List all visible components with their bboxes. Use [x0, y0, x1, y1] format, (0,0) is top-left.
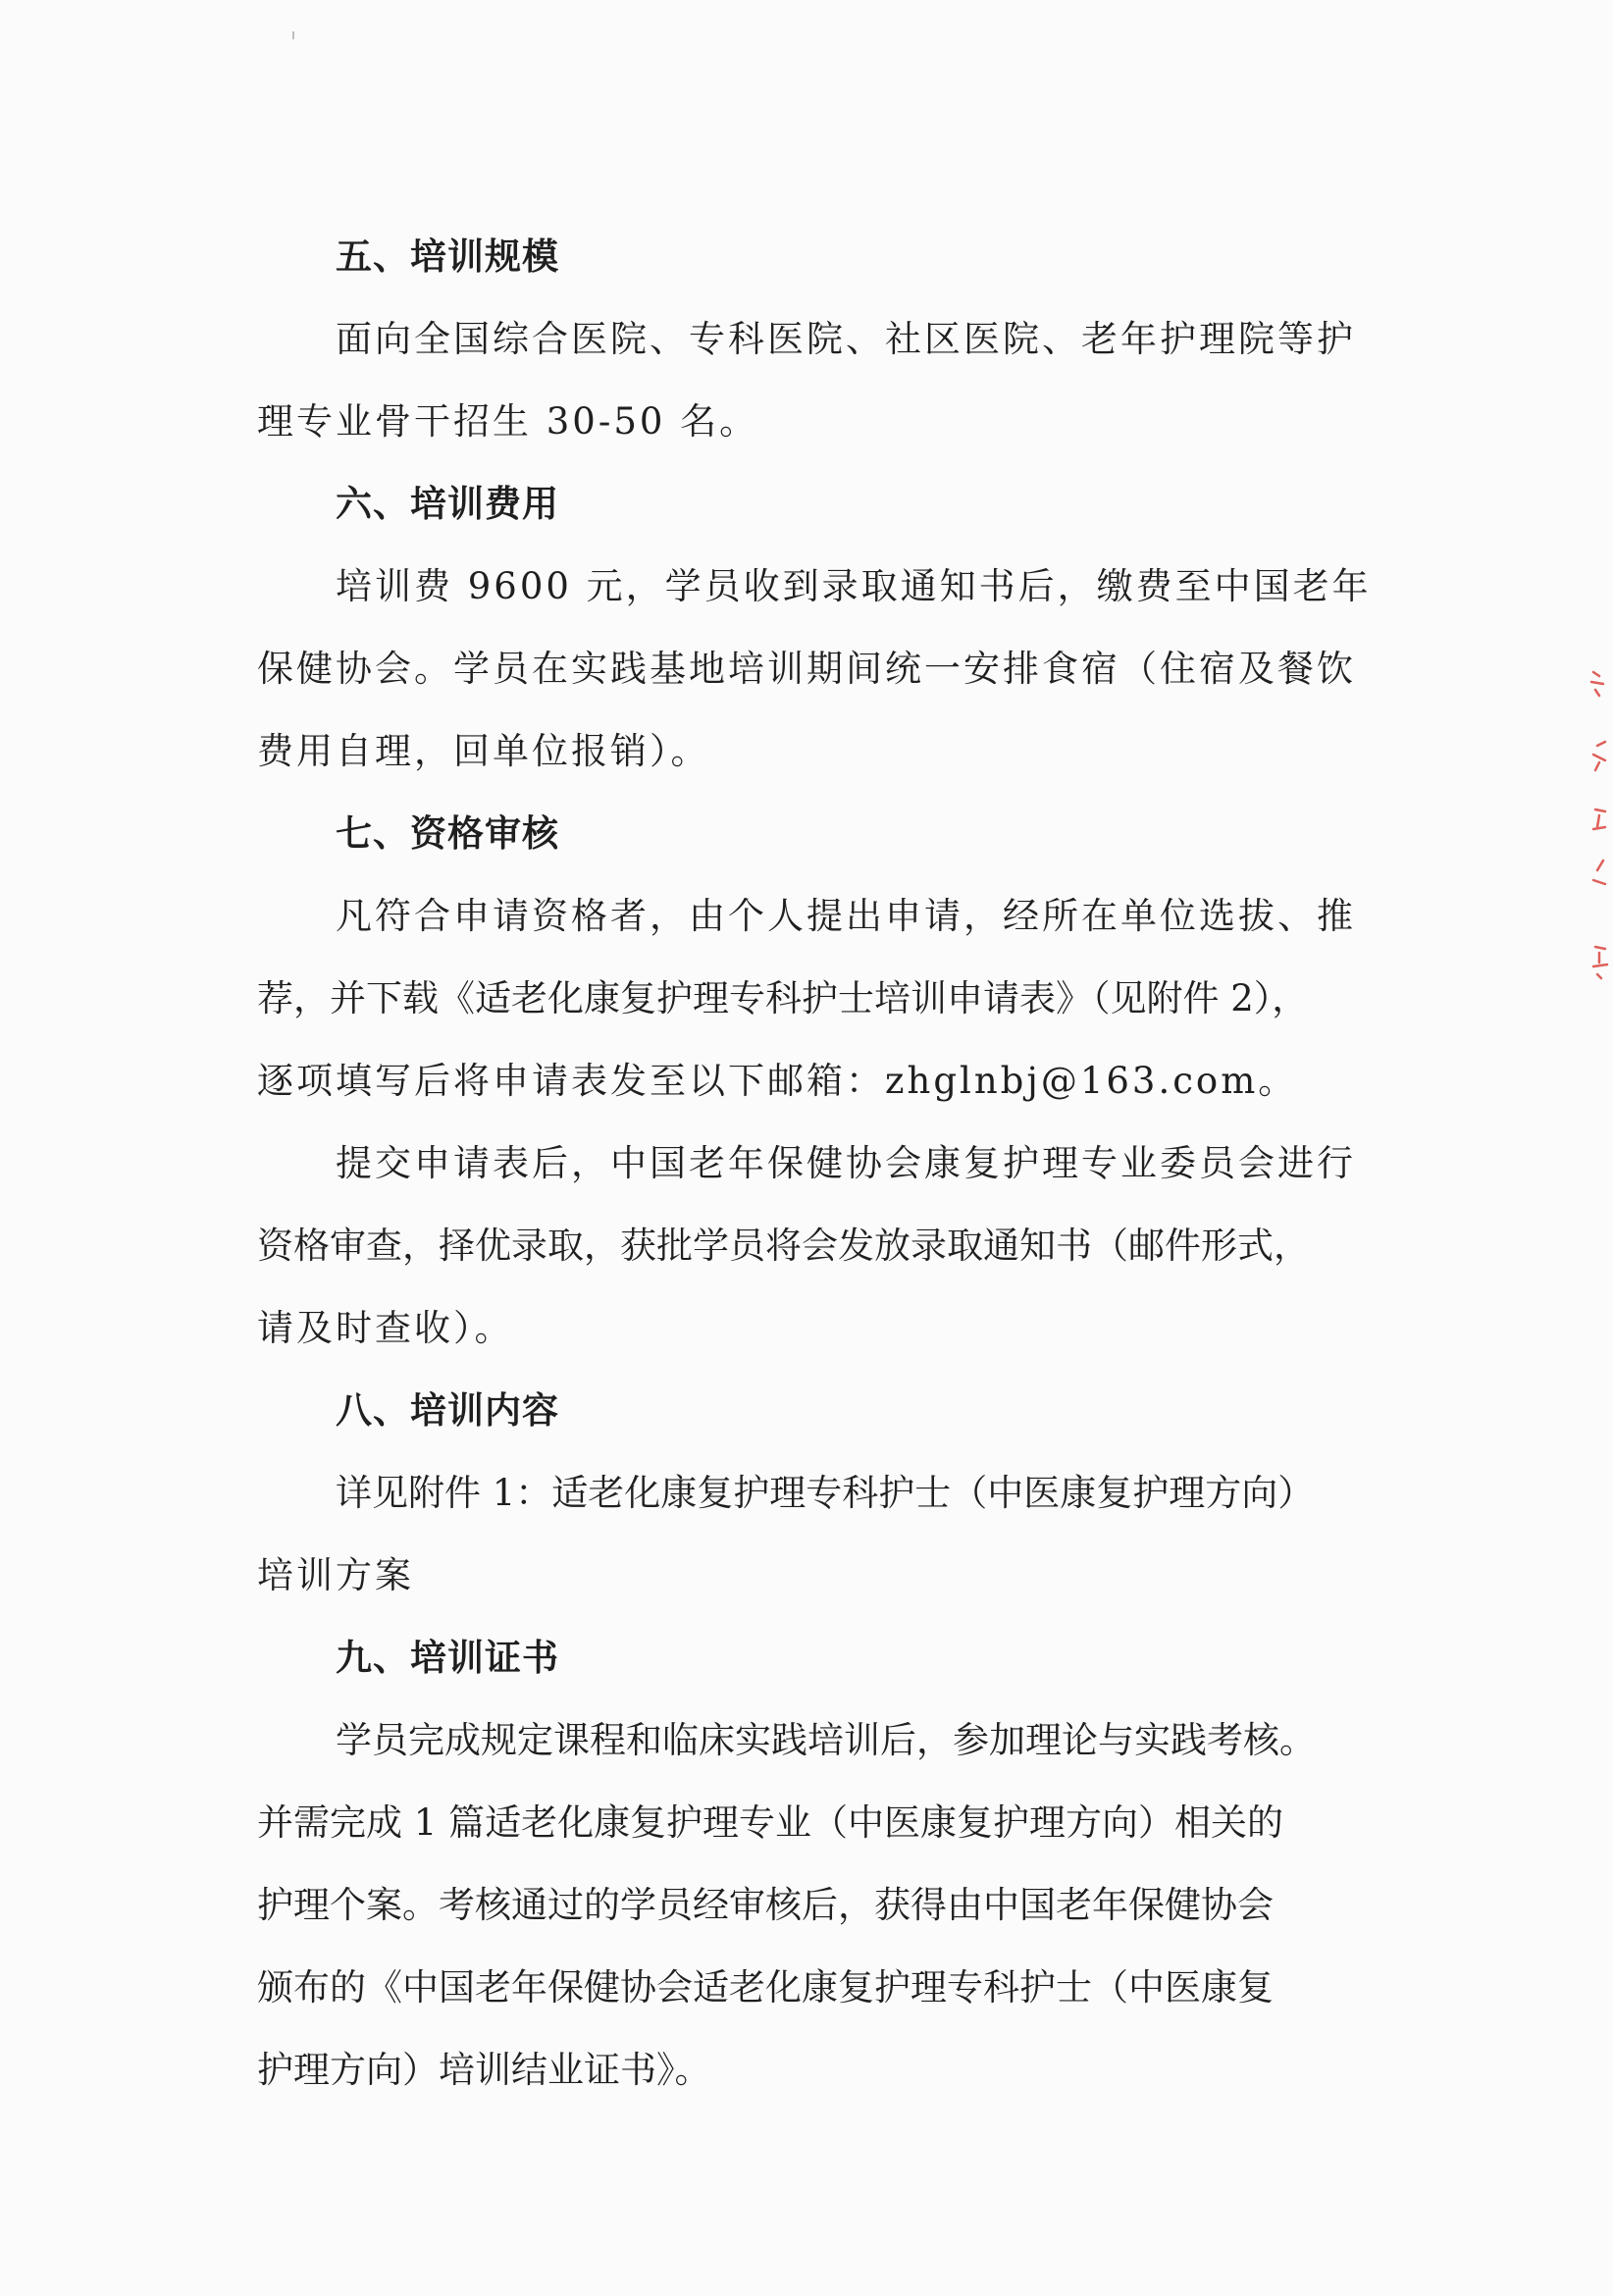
- text-line: 并需完成 1 篇适老化康复护理专业（中医康复护理方向）相关的: [257, 1801, 1284, 1844]
- section-training-certificate: [257, 1617, 1425, 2112]
- section-heading: 五、培训规模: [336, 235, 559, 278]
- section-heading: 九、培训证书: [336, 1637, 559, 1679]
- section-heading: 八、培训内容: [336, 1389, 559, 1432]
- text-line: 护理个案。考核通过的学员经审核后，获得由中国老年保健协会: [257, 1884, 1274, 1926]
- paragraph: [257, 875, 1425, 1122]
- text-line-email: 逐项填写后将申请表发至以下邮箱：zhglnbj@163.com。: [257, 1060, 1298, 1102]
- text-line: 理专业骨干招生 30-50 名。: [257, 400, 759, 443]
- text-line: 培训方案: [257, 1554, 414, 1596]
- document-body: [257, 216, 1425, 2112]
- text-line: 凡符合申请资格者，由个人提出申请，经所在单位选拔、推: [336, 895, 1356, 937]
- scan-mark: [292, 31, 294, 39]
- text-line: 面向全国综合医院、专科医院、社区医院、老年护理院等护: [336, 318, 1356, 360]
- text-line: 荐，并下载《适老化康复护理专科护士培训申请表》（见附件 2），: [257, 977, 1309, 1019]
- paragraph: [257, 1452, 1425, 1617]
- text-line: 学员完成规定课程和临床实践培训后，参加理论与实践考核。: [336, 1719, 1316, 1761]
- section-qualification-review: [257, 793, 1425, 1370]
- paragraph: [257, 546, 1425, 793]
- text-line: 资格审查，择优录取，获批学员将会发放录取通知书（邮件形式，: [257, 1225, 1310, 1267]
- section-training-content: [257, 1370, 1425, 1617]
- paragraph: [257, 1122, 1425, 1370]
- text-line: 提交申请表后，中国老年保健协会康复护理专业委员会进行: [336, 1142, 1356, 1184]
- text-line: 请及时查收）。: [257, 1307, 514, 1349]
- text-line: 详见附件 1：适老化康复护理专科护士（中医康复护理方向）: [336, 1472, 1315, 1514]
- section-training-scale: [257, 216, 1425, 463]
- paragraph: [257, 1699, 1425, 2112]
- section-training-fee: [257, 463, 1425, 793]
- paragraph: [257, 298, 1425, 463]
- text-line: 保健协会。学员在实践基地培训期间统一安排食宿（住宿及餐饮: [257, 648, 1356, 690]
- text-line: 培训费 9600 元，学员收到录取通知书后，缴费至中国老年: [336, 565, 1372, 607]
- text-line: 颁布的《中国老年保健协会适老化康复护理专科护士（中医康复: [257, 1966, 1274, 2009]
- text-line: 护理方向）培训结业证书》。: [257, 2049, 711, 2091]
- text-line: 费用自理，回单位报销）。: [257, 730, 710, 772]
- seal-stamp-fragment: [1587, 652, 1613, 1006]
- section-heading: 六、培训费用: [336, 483, 559, 525]
- section-heading: 七、资格审核: [336, 812, 559, 855]
